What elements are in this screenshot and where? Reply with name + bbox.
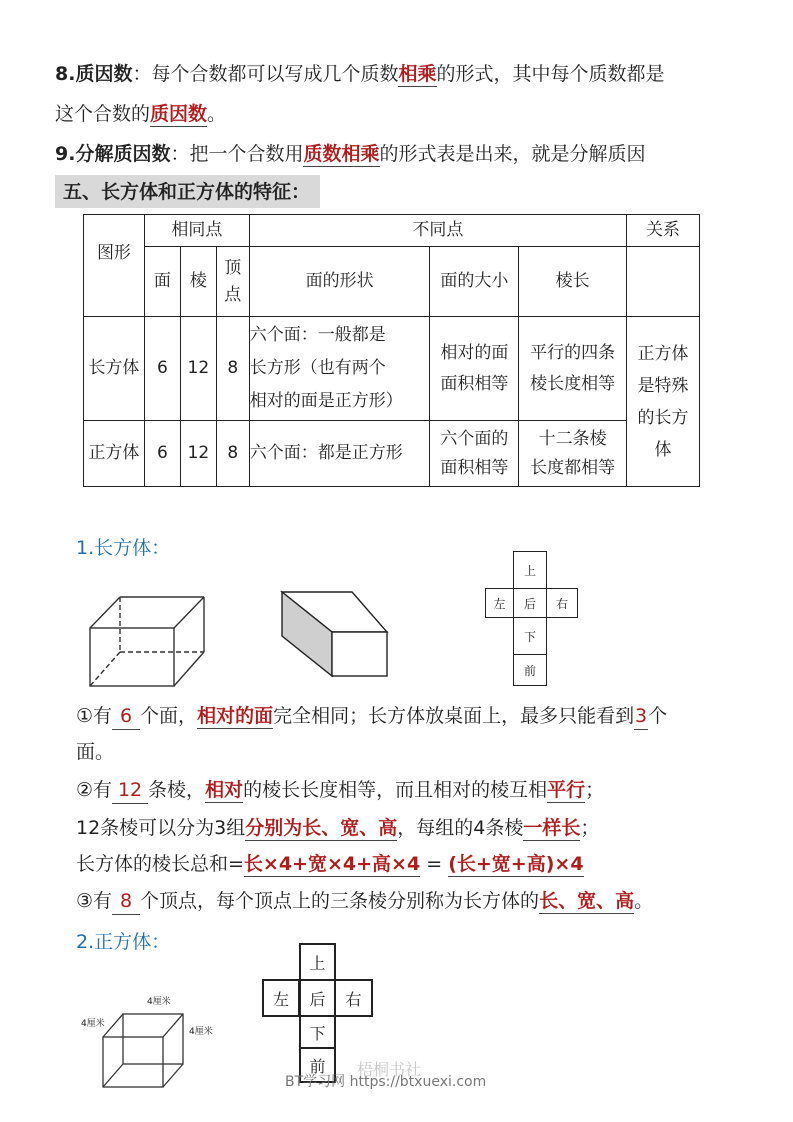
table-row [84, 317, 700, 421]
text: ； [580, 817, 600, 839]
cube-dim-top: 4厘米 [147, 997, 171, 1007]
cell-faces: 6 [144, 317, 180, 421]
text: 的棱长长度相等，而且相对的棱互相 [243, 779, 548, 801]
highlight-parallel: 平行 [547, 779, 586, 801]
text: 相对的面是正方形） [249, 391, 403, 411]
net-face-bottom: 下 [299, 1015, 336, 1049]
text: 相对的面 [440, 342, 509, 363]
cuboid-wireframe-figure [82, 570, 402, 695]
subheader-edge-length: 棱长 [519, 247, 627, 317]
cell-face-size [430, 317, 519, 421]
text: 六个面：一般都是 [249, 325, 386, 345]
cell-edges: 12 [180, 421, 216, 487]
text: 面积相等 [440, 373, 509, 394]
cell-face-shape [249, 317, 430, 421]
header-relation: 关系 [627, 215, 700, 247]
watermark-site: BT学习网 https://btxuexi.com [285, 1074, 487, 1090]
net-face-front: 前 [513, 654, 547, 686]
cell-edges: 12 [180, 317, 216, 421]
cell-shape: 正方体 [84, 421, 145, 487]
item9-text: 的形式表是出来，就是分解质因 [379, 143, 646, 165]
text: 条棱， [148, 779, 206, 801]
cube-dim-left: 4厘米 [81, 1019, 105, 1029]
header-diff: 不同点 [249, 215, 626, 247]
item9-label: 9.分解质因数 [55, 143, 171, 165]
formula-expanded: 长×4+宽×4+高×4 [243, 853, 421, 875]
item8-text: 这个合数的 [55, 103, 151, 125]
text: 长方形（也有两个 [249, 358, 386, 378]
highlight-zhishuxiangcheng: 质数相乘 [303, 143, 380, 165]
highlight-opposite-faces: 相对的面 [197, 705, 274, 727]
text: 体 [654, 439, 672, 460]
cuboid-point-1 [76, 703, 667, 730]
subheader-faces: 面 [144, 247, 180, 317]
text: 长度都相等 [530, 457, 616, 478]
vertex-char: 顶 [224, 257, 242, 278]
highlight-same-length: 一样长 [523, 817, 581, 839]
highlight-opposite: 相对 [205, 779, 244, 801]
text: 的长方 [637, 407, 689, 428]
item9-sep: ： [170, 143, 190, 165]
watermark-brand: 梧桐书社 [357, 1060, 422, 1079]
text: 棱长度相等 [530, 373, 616, 394]
cell-edge-length [519, 317, 627, 421]
item8-line1 [55, 61, 665, 87]
cell-relation [627, 317, 700, 487]
cuboid-point-2-groups [76, 815, 599, 841]
table-row [84, 421, 700, 487]
text: 平行的四条 [530, 342, 616, 363]
cube-dim-right: 4厘米 [189, 1027, 213, 1037]
feature-table [83, 214, 700, 487]
text: 六个面的 [440, 428, 509, 449]
text: 面积相等 [440, 457, 509, 478]
item8-label: 8.质因数 [55, 63, 133, 85]
subheader-edges: 棱 [180, 247, 216, 317]
cuboid-title: 1.长方体： [76, 537, 171, 559]
section-title: 五、长方体和正方体的特征： [55, 175, 320, 208]
text: = [420, 853, 449, 875]
highlight-lwh: 分别为长、宽、高 [245, 817, 398, 839]
text: 正方体 [637, 343, 689, 364]
text: 是特殊 [637, 375, 689, 396]
text: 十二条棱 [538, 428, 607, 449]
cuboid-point-3 [76, 888, 653, 915]
highlight-zhiyinshu: 质因数 [150, 103, 208, 125]
item8-sep: ： [132, 63, 152, 85]
net-face-left: 左 [485, 588, 514, 618]
header-same: 相同点 [144, 215, 249, 247]
cell-face-shape: 六个面：都是正方形 [249, 421, 430, 487]
net-face-back: 后 [513, 588, 547, 618]
cell-edge-length [519, 421, 627, 487]
net-face-right: 右 [334, 979, 373, 1017]
text: 个 [648, 705, 668, 727]
item8-text: 。 [207, 103, 227, 125]
cell-vertices: 8 [216, 421, 249, 487]
item9-line [55, 141, 646, 167]
cube-title: 2.正方体： [76, 931, 171, 953]
subheader-face-size: 面的大小 [430, 247, 519, 317]
vertex-char: 点 [224, 284, 242, 305]
net-face-back: 后 [299, 979, 336, 1017]
cell-shape: 长方体 [84, 317, 145, 421]
subheader-face-shape: 面的形状 [249, 247, 430, 317]
item8-line2 [55, 101, 226, 127]
net-face-right: 右 [546, 588, 578, 618]
item8-text: 每个合数都可以写成几个质数 [151, 63, 399, 85]
text: ③有 [76, 890, 113, 912]
subheader-empty [627, 247, 700, 317]
highlight-lwh: 长、宽、高 [539, 890, 635, 912]
blank-vertices: 8 [112, 888, 140, 915]
text: ②有 [76, 779, 113, 801]
net-face-top: 上 [513, 551, 547, 589]
net-face-left: 左 [262, 979, 300, 1017]
highlight-xiangcheng: 相乘 [398, 63, 437, 85]
cuboid-edge-sum-formula [76, 851, 584, 877]
header-shape: 图形 [84, 215, 145, 317]
subheader-vertices [216, 247, 249, 317]
cuboid-point-2 [76, 777, 604, 804]
cell-faces: 6 [144, 421, 180, 487]
text: 长方体的棱长总和= [76, 853, 244, 875]
net-face-top: 上 [299, 943, 336, 981]
item9-text: 把一个合数用 [189, 143, 304, 165]
text: 个面， [140, 705, 198, 727]
text: 完全相同；长方体放桌面上，最多只能看到 [273, 705, 635, 727]
cell-face-size [430, 421, 519, 487]
text: 12条棱可以分为3组 [76, 817, 246, 839]
formula-factored: (长+宽+高)×4 [448, 853, 584, 875]
text: 个顶点，每个顶点上的三条棱分别称为长方体的 [140, 890, 540, 912]
text: ①有 [76, 705, 113, 727]
item8-text: 的形式，其中每个质数都是 [436, 63, 665, 85]
blank-visible-faces: 3 [634, 703, 648, 730]
text: 。 [634, 890, 654, 912]
net-face-front: 前 [299, 1047, 336, 1083]
text: ； [585, 779, 605, 801]
blank-edges: 12 [112, 777, 148, 804]
text: ，每组的4条棱 [397, 817, 524, 839]
cuboid-point-1-cont: 面。 [76, 741, 115, 763]
net-face-bottom: 下 [513, 617, 547, 655]
blank-faces: 6 [112, 703, 140, 730]
cell-vertices: 8 [216, 317, 249, 421]
